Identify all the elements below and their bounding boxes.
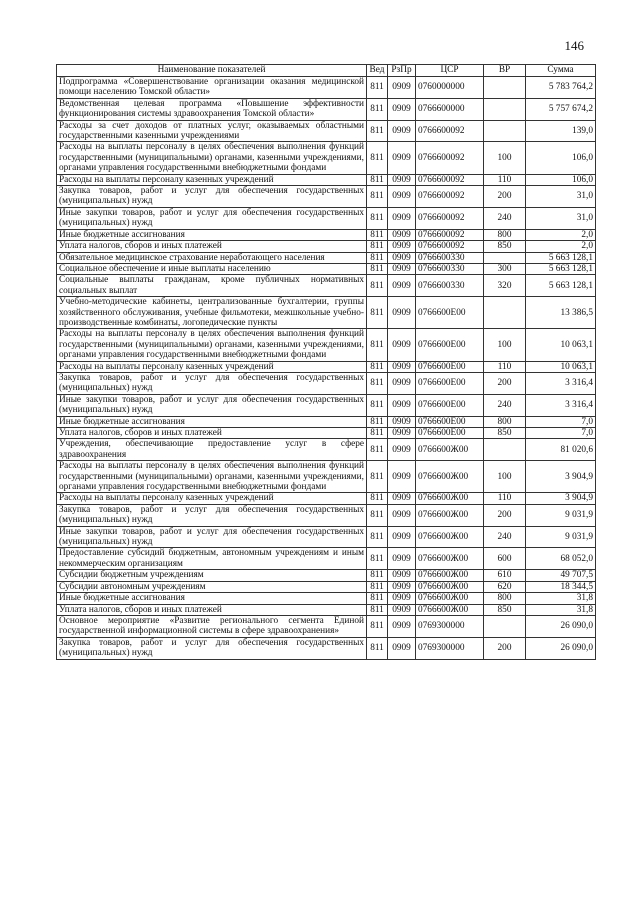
- cell-rzpr: 0909: [388, 329, 416, 361]
- cell-csr: 0766600330: [416, 263, 484, 274]
- cell-csr: 0766600092: [416, 174, 484, 185]
- cell-csr: 0766600092: [416, 120, 484, 142]
- cell-sum: 106,0: [526, 174, 596, 185]
- cell-rzpr: 0909: [388, 548, 416, 570]
- cell-rzpr: 0909: [388, 252, 416, 263]
- cell-csr: 0766600Ж00: [416, 439, 484, 461]
- cell-ved: 811: [367, 142, 388, 174]
- cell-vr: 620: [484, 581, 526, 592]
- cell-sum: 31,0: [526, 207, 596, 229]
- cell-rzpr: 0909: [388, 504, 416, 526]
- table-row: [57, 207, 596, 229]
- cell-vr: 240: [484, 526, 526, 548]
- table-row: [57, 637, 596, 659]
- cell-ved: 811: [367, 394, 388, 416]
- table-row: [57, 98, 596, 120]
- table-row: [57, 120, 596, 142]
- table-row: [57, 604, 596, 615]
- cell-ved: 811: [367, 275, 388, 297]
- cell-sum: 3 904,9: [526, 461, 596, 493]
- table-row: [57, 581, 596, 592]
- cell-ved: 811: [367, 615, 388, 637]
- cell-vr: 200: [484, 637, 526, 659]
- page-number: 146: [564, 38, 584, 53]
- cell-name: Предоставление субсидий бюджетным, автономным учреждениям и иным некоммерческим организациям: [57, 548, 367, 570]
- cell-ved: 811: [367, 252, 388, 263]
- cell-ved: 811: [367, 361, 388, 372]
- cell-ved: 811: [367, 372, 388, 394]
- cell-sum: 3 904,9: [526, 493, 596, 504]
- cell-rzpr: 0909: [388, 241, 416, 252]
- cell-csr: 0769300000: [416, 637, 484, 659]
- cell-name: Иные бюджетные ассигнования: [57, 229, 367, 240]
- cell-sum: 13 386,5: [526, 297, 596, 329]
- cell-rzpr: 0909: [388, 394, 416, 416]
- cell-csr: 0769300000: [416, 615, 484, 637]
- cell-sum: 31,8: [526, 593, 596, 604]
- cell-name: Иные закупки товаров, работ и услуг для обеспечения государственных (муниципальных) нужд: [57, 207, 367, 229]
- cell-name: Субсидии бюджетным учреждениям: [57, 570, 367, 581]
- header-ved: Вед: [367, 65, 388, 77]
- cell-sum: 7,0: [526, 428, 596, 439]
- cell-rzpr: 0909: [388, 120, 416, 142]
- table-body: [57, 77, 596, 660]
- cell-name: Подпрограмма «Совершенствование организации оказания медицинской помощи населению Томской области»: [57, 77, 367, 99]
- cell-rzpr: 0909: [388, 297, 416, 329]
- cell-rzpr: 0909: [388, 207, 416, 229]
- cell-vr: 110: [484, 493, 526, 504]
- cell-ved: 811: [367, 174, 388, 185]
- cell-ved: 811: [367, 263, 388, 274]
- cell-vr: 800: [484, 416, 526, 427]
- cell-vr: 200: [484, 504, 526, 526]
- cell-ved: 811: [367, 428, 388, 439]
- cell-sum: 7,0: [526, 416, 596, 427]
- cell-sum: 31,8: [526, 604, 596, 615]
- cell-vr: 100: [484, 461, 526, 493]
- cell-csr: 0766600092: [416, 229, 484, 240]
- cell-name: Расходы на выплаты персоналу казенных учреждений: [57, 493, 367, 504]
- cell-sum: 5 783 764,2: [526, 77, 596, 99]
- cell-ved: 811: [367, 439, 388, 461]
- cell-vr: 610: [484, 570, 526, 581]
- cell-vr: [484, 615, 526, 637]
- cell-name: Расходы на выплаты персоналу казенных учреждений: [57, 174, 367, 185]
- cell-name: Учебно-методические кабинеты, централизованные бухгалтерии, группы хозяйственного обслуживания, учебные фильмотеки, межшкольные учебно-производственные комбинаты, логопедические пункты: [57, 297, 367, 329]
- cell-ved: 811: [367, 186, 388, 208]
- cell-csr: 0766600Ж00: [416, 570, 484, 581]
- cell-ved: 811: [367, 493, 388, 504]
- cell-csr: 0766600092: [416, 142, 484, 174]
- cell-rzpr: 0909: [388, 372, 416, 394]
- cell-name: Иные закупки товаров, работ и услуг для обеспечения государственных (муниципальных) нужд: [57, 526, 367, 548]
- cell-ved: 811: [367, 98, 388, 120]
- table-header-row: [57, 65, 596, 77]
- table-row: [57, 372, 596, 394]
- table-row: [57, 77, 596, 99]
- cell-vr: 240: [484, 207, 526, 229]
- cell-name: Учреждения, обеспечивающие предоставление услуг в сфере здравоохранения: [57, 439, 367, 461]
- cell-sum: 106,0: [526, 142, 596, 174]
- cell-csr: 0766600Е00: [416, 428, 484, 439]
- cell-ved: 811: [367, 229, 388, 240]
- cell-csr: 0766600Ж00: [416, 604, 484, 615]
- cell-csr: 0766600Е00: [416, 416, 484, 427]
- cell-name: Основное мероприятие «Развитие регионального сегмента Единой государственной информационной системы в сфере здравоохранения»: [57, 615, 367, 637]
- cell-vr: [484, 439, 526, 461]
- cell-vr: 200: [484, 186, 526, 208]
- header-sum: Сумма: [526, 65, 596, 77]
- table-row: [57, 241, 596, 252]
- cell-vr: 850: [484, 604, 526, 615]
- cell-csr: 0766600Е00: [416, 361, 484, 372]
- table-row: [57, 504, 596, 526]
- cell-csr: 0766600Ж00: [416, 504, 484, 526]
- cell-vr: [484, 120, 526, 142]
- cell-csr: 0766600Ж00: [416, 493, 484, 504]
- cell-ved: 811: [367, 604, 388, 615]
- table-row: [57, 416, 596, 427]
- cell-rzpr: 0909: [388, 361, 416, 372]
- cell-csr: 0766600330: [416, 275, 484, 297]
- table-row: [57, 186, 596, 208]
- cell-name: Закупка товаров, работ и услуг для обеспечения государственных (муниципальных) нужд: [57, 504, 367, 526]
- cell-csr: 0766600Е00: [416, 372, 484, 394]
- cell-csr: 0760000000: [416, 77, 484, 99]
- cell-name: Субсидии автономным учреждениям: [57, 581, 367, 592]
- cell-sum: 5 663 128,1: [526, 252, 596, 263]
- cell-ved: 811: [367, 77, 388, 99]
- cell-rzpr: 0909: [388, 526, 416, 548]
- cell-rzpr: 0909: [388, 98, 416, 120]
- cell-sum: 3 316,4: [526, 394, 596, 416]
- cell-rzpr: 0909: [388, 142, 416, 174]
- cell-vr: 850: [484, 241, 526, 252]
- cell-name: Иные бюджетные ассигнования: [57, 593, 367, 604]
- cell-name: Расходы за счет доходов от платных услуг, оказываемых областными государственными казенными учреждениями: [57, 120, 367, 142]
- cell-ved: 811: [367, 461, 388, 493]
- cell-csr: 0766600Е00: [416, 297, 484, 329]
- table-row: [57, 526, 596, 548]
- cell-sum: 26 090,0: [526, 615, 596, 637]
- cell-sum: 68 052,0: [526, 548, 596, 570]
- cell-vr: 110: [484, 361, 526, 372]
- cell-rzpr: 0909: [388, 615, 416, 637]
- header-rzpr: РзПр: [388, 65, 416, 77]
- cell-rzpr: 0909: [388, 174, 416, 185]
- header-csr: ЦСР: [416, 65, 484, 77]
- cell-vr: 320: [484, 275, 526, 297]
- cell-vr: [484, 297, 526, 329]
- cell-vr: 240: [484, 394, 526, 416]
- cell-ved: 811: [367, 570, 388, 581]
- budget-table: [56, 64, 596, 660]
- cell-vr: [484, 98, 526, 120]
- cell-name: Обязательное медицинское страхование неработающего населения: [57, 252, 367, 263]
- cell-name: Уплата налогов, сборов и иных платежей: [57, 428, 367, 439]
- table-row: [57, 329, 596, 361]
- cell-vr: 850: [484, 428, 526, 439]
- cell-name: Закупка товаров, работ и услуг для обеспечения государственных (муниципальных) нужд: [57, 372, 367, 394]
- cell-ved: 811: [367, 526, 388, 548]
- cell-rzpr: 0909: [388, 439, 416, 461]
- cell-vr: 200: [484, 372, 526, 394]
- cell-csr: 0766600Ж00: [416, 526, 484, 548]
- table-row: [57, 593, 596, 604]
- table-row: [57, 570, 596, 581]
- cell-rzpr: 0909: [388, 604, 416, 615]
- header-vr: ВР: [484, 65, 526, 77]
- cell-csr: 0766600092: [416, 241, 484, 252]
- cell-ved: 811: [367, 207, 388, 229]
- cell-sum: 3 316,4: [526, 372, 596, 394]
- cell-sum: 5 757 674,2: [526, 98, 596, 120]
- table-row: [57, 174, 596, 185]
- table-row: [57, 615, 596, 637]
- cell-csr: 0766600Ж00: [416, 461, 484, 493]
- cell-csr: 0766600092: [416, 207, 484, 229]
- table-row: [57, 252, 596, 263]
- cell-sum: 49 707,5: [526, 570, 596, 581]
- table-row: [57, 275, 596, 297]
- table-row: [57, 493, 596, 504]
- cell-rzpr: 0909: [388, 263, 416, 274]
- cell-csr: 0766600330: [416, 252, 484, 263]
- cell-sum: 9 031,9: [526, 504, 596, 526]
- cell-sum: 26 090,0: [526, 637, 596, 659]
- table-row: [57, 263, 596, 274]
- cell-sum: 5 663 128,1: [526, 275, 596, 297]
- cell-csr: 0766600Е00: [416, 394, 484, 416]
- cell-name: Закупка товаров, работ и услуг для обеспечения государственных (муниципальных) нужд: [57, 186, 367, 208]
- cell-vr: 800: [484, 229, 526, 240]
- cell-rzpr: 0909: [388, 581, 416, 592]
- cell-vr: [484, 77, 526, 99]
- cell-rzpr: 0909: [388, 593, 416, 604]
- cell-sum: 31,0: [526, 186, 596, 208]
- cell-vr: 300: [484, 263, 526, 274]
- cell-sum: 2,0: [526, 241, 596, 252]
- cell-name: Ведомственная целевая программа «Повышение эффективности функционирования системы здравоохранения Томской области»: [57, 98, 367, 120]
- cell-csr: 0766600Е00: [416, 329, 484, 361]
- cell-csr: 0766600092: [416, 186, 484, 208]
- cell-vr: 600: [484, 548, 526, 570]
- cell-name: Расходы на выплаты персоналу в целях обеспечения выполнения функций государственными (муниципальными) органами, казенными учреждениями, органами управления государственными внебюджетными фондами: [57, 142, 367, 174]
- table-row: [57, 142, 596, 174]
- cell-rzpr: 0909: [388, 186, 416, 208]
- cell-rzpr: 0909: [388, 229, 416, 240]
- cell-rzpr: 0909: [388, 77, 416, 99]
- cell-name: Расходы на выплаты персоналу казенных учреждений: [57, 361, 367, 372]
- table-row: [57, 428, 596, 439]
- cell-name: Расходы на выплаты персоналу в целях обеспечения выполнения функций государственными (муниципальными) органами, казенными учреждениями, органами управления государственными внебюджетными фондами: [57, 461, 367, 493]
- cell-sum: 5 663 128,1: [526, 263, 596, 274]
- cell-sum: 10 063,1: [526, 361, 596, 372]
- cell-vr: 100: [484, 142, 526, 174]
- cell-rzpr: 0909: [388, 570, 416, 581]
- table-row: [57, 548, 596, 570]
- cell-name: Уплата налогов, сборов и иных платежей: [57, 241, 367, 252]
- cell-rzpr: 0909: [388, 493, 416, 504]
- table-row: [57, 394, 596, 416]
- header-name: Наименование показателей: [57, 65, 367, 77]
- cell-sum: 18 344,5: [526, 581, 596, 592]
- cell-ved: 811: [367, 416, 388, 427]
- cell-vr: 100: [484, 329, 526, 361]
- cell-ved: 811: [367, 504, 388, 526]
- cell-ved: 811: [367, 241, 388, 252]
- cell-ved: 811: [367, 120, 388, 142]
- cell-rzpr: 0909: [388, 416, 416, 427]
- cell-name: Социальные выплаты гражданам, кроме публичных нормативных социальных выплат: [57, 275, 367, 297]
- cell-name: Социальное обеспечение и иные выплаты населению: [57, 263, 367, 274]
- cell-ved: 811: [367, 593, 388, 604]
- cell-vr: 800: [484, 593, 526, 604]
- cell-name: Уплата налогов, сборов и иных платежей: [57, 604, 367, 615]
- cell-vr: 110: [484, 174, 526, 185]
- cell-ved: 811: [367, 548, 388, 570]
- cell-name: Закупка товаров, работ и услуг для обеспечения государственных (муниципальных) нужд: [57, 637, 367, 659]
- cell-csr: 0766600Ж00: [416, 593, 484, 604]
- cell-name: Иные закупки товаров, работ и услуг для обеспечения государственных (муниципальных) нужд: [57, 394, 367, 416]
- cell-csr: 0766600Ж00: [416, 548, 484, 570]
- cell-sum: 81 020,6: [526, 439, 596, 461]
- cell-ved: 811: [367, 297, 388, 329]
- cell-sum: 139,0: [526, 120, 596, 142]
- table-row: [57, 229, 596, 240]
- cell-vr: [484, 252, 526, 263]
- table-row: [57, 439, 596, 461]
- cell-csr: 0766600000: [416, 98, 484, 120]
- cell-rzpr: 0909: [388, 275, 416, 297]
- cell-ved: 811: [367, 329, 388, 361]
- cell-csr: 0766600Ж00: [416, 581, 484, 592]
- cell-name: Иные бюджетные ассигнования: [57, 416, 367, 427]
- cell-sum: 9 031,9: [526, 526, 596, 548]
- cell-rzpr: 0909: [388, 428, 416, 439]
- table-row: [57, 297, 596, 329]
- cell-ved: 811: [367, 637, 388, 659]
- table-row: [57, 361, 596, 372]
- cell-sum: 10 063,1: [526, 329, 596, 361]
- cell-name: Расходы на выплаты персоналу в целях обеспечения выполнения функций государственными (муниципальными) органами, казенными учреждениями, органами управления государственными внебюджетными фондами: [57, 329, 367, 361]
- cell-rzpr: 0909: [388, 637, 416, 659]
- cell-sum: 2,0: [526, 229, 596, 240]
- table-row: [57, 461, 596, 493]
- cell-rzpr: 0909: [388, 461, 416, 493]
- cell-ved: 811: [367, 581, 388, 592]
